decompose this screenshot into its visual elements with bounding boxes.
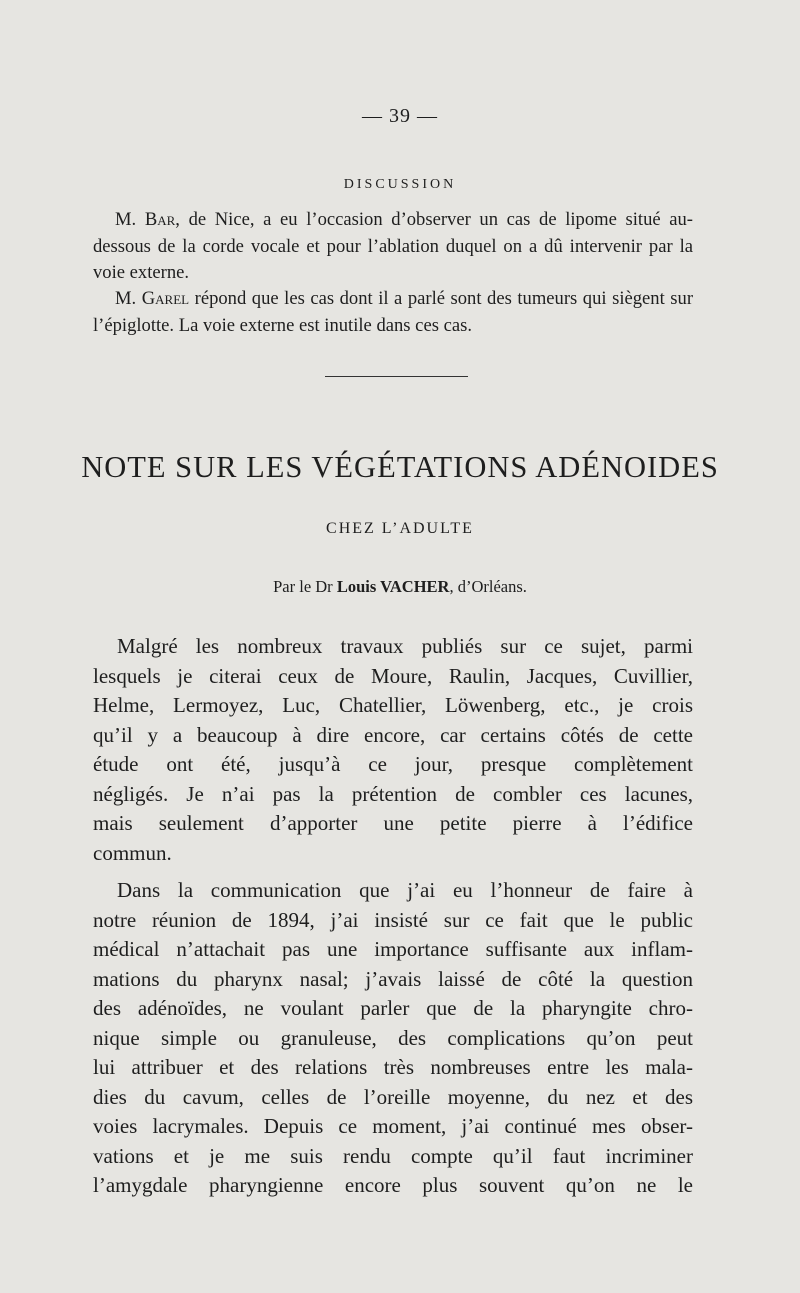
text-line: étude ont été, jusqu’à ce jour, presque complètement	[93, 752, 693, 776]
byline-suffix: , d’Orléans.	[449, 577, 527, 596]
text-line: Dans la communication que j’ai eu l’honneur de faire à	[117, 878, 693, 902]
speaker-name: M. Garel	[115, 288, 190, 309]
text-line: commun.	[93, 840, 172, 865]
text-line: des adénoïdes, ne voulant parler que de la pharyngite chro-	[93, 996, 693, 1020]
text-line: notre réunion de 1894, j’ai insisté sur ce fait que le public	[93, 907, 693, 932]
text-line: nique simple ou granuleuse, des complications qu’on peut	[93, 1025, 693, 1050]
article-byline	[0, 577, 800, 597]
article-subtitle: CHEZ L’ADULTE	[326, 520, 474, 537]
text-line: Malgré les nombreux travaux publiés sur ce sujet, parmi	[117, 634, 693, 658]
discussion-paragraph-2	[93, 286, 693, 339]
discussion-text: , de Nice, a eu l’occasion d’observer un cas de lipome situé au-dessous de la corde vocale et pour l’ablation duquel on a dû intervenir par la voie externe.	[93, 209, 693, 283]
text-line: médical n’attachait pas une importance suffisante aux inflam-	[93, 937, 693, 961]
article-title: NOTE SUR LES VÉGÉTATIONS ADÉNOIDES	[81, 450, 719, 484]
text-line: lui attribuer et des relations très nombreuses entre les mala-	[93, 1055, 693, 1079]
discussion-heading: DISCUSSION	[343, 177, 457, 192]
body-paragraph-2	[93, 876, 693, 1201]
section-divider	[325, 376, 468, 377]
page-number: — 39 —	[362, 105, 438, 127]
text-line: Helme, Lermoyez, Luc, Chatellier, Löwenberg, etc., je crois	[93, 693, 693, 717]
text-line: vations et je me suis rendu compte qu’il faut incriminer	[93, 1143, 693, 1168]
speaker-name: M. Bar	[115, 209, 176, 230]
discussion-text: répond que les cas dont il a parlé sont des tumeurs qui siègent sur l’épiglotte. La voie externe est inutile dans ces cas.	[93, 288, 694, 336]
text-line: qu’il y a beaucoup à dire encore, car certains côtés de cette	[93, 722, 693, 747]
body-paragraph-1	[93, 632, 693, 868]
text-line: négligés. Je n’ai pas la prétention de combler ces lacunes,	[93, 781, 693, 806]
text-line: mais seulement d’apporter une petite pierre à l’édifice	[93, 811, 693, 835]
text-line: lesquels je citerai ceux de Moure, Raulin, Jacques, Cuvillier,	[93, 663, 693, 688]
text-line: l’amygdale pharyngienne encore plus souvent qu’on ne le	[93, 1173, 693, 1197]
text-line: dies du cavum, celles de l’oreille moyenne, du nez et des	[93, 1084, 693, 1109]
text-line: voies lacrymales. Depuis ce moment, j’ai continué mes obser-	[93, 1114, 693, 1138]
discussion-paragraph-1	[93, 207, 693, 287]
byline-prefix: Par le Dr	[273, 577, 337, 596]
author-name: Louis VACHER	[336, 577, 450, 596]
text-line: mations du pharynx nasal; j’avais laissé de côté la question	[93, 966, 693, 991]
